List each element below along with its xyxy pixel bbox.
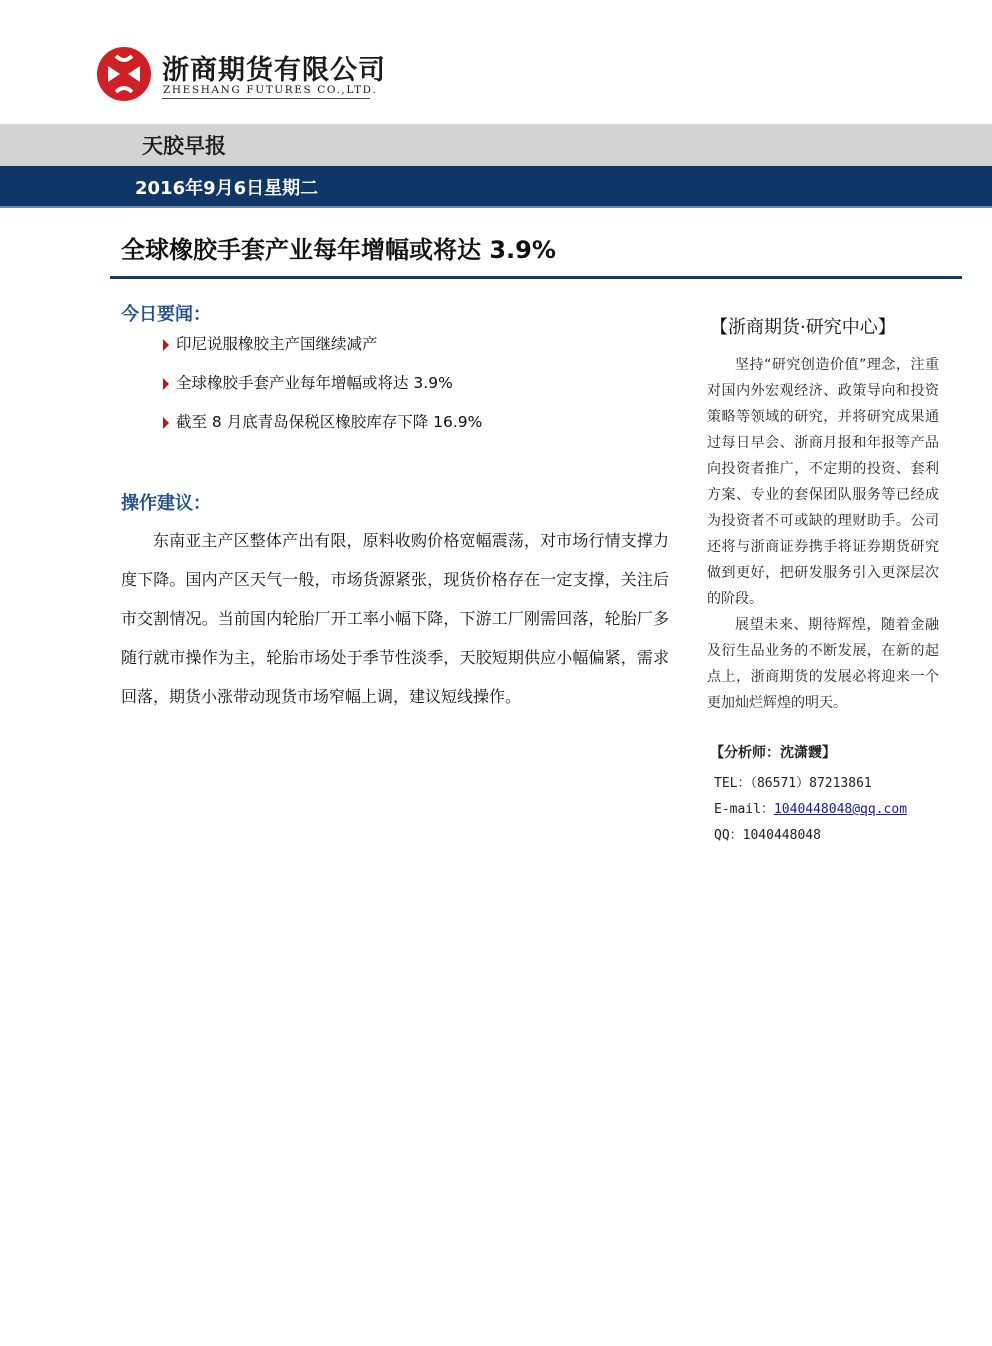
news-item-text: 全球橡胶手套产业每年增幅或将达 3.9%	[176, 374, 453, 392]
company-name-en: ZHESHANG FUTURES CO.,LTD.	[163, 84, 378, 96]
bullet-arrow-icon	[163, 339, 169, 351]
news-list	[160, 333, 482, 450]
bullet-arrow-icon	[163, 378, 169, 390]
zheshang-logo-icon	[96, 46, 152, 102]
bullet-arrow-icon	[163, 417, 169, 429]
report-type-band	[0, 124, 992, 166]
report-date-band	[0, 166, 992, 208]
advice-section-title: 操作建议：	[121, 493, 211, 514]
news-item-text: 截至 8 月底青岛保税区橡胶库存下降 16.9%	[176, 413, 483, 431]
research-center-outlook: 展望未来、期待辉煌，随着金融及衍生品业务的不断发展，在新的起点上，浙商期货的发展必将迎来一个更加灿烂辉煌的明天。	[707, 617, 939, 711]
contact-qq	[714, 824, 821, 843]
analyst-name: 【分析师：沈潇靉】	[710, 745, 836, 761]
headline-divider	[110, 276, 962, 279]
news-item	[160, 333, 482, 372]
report-date: 2016年9月6日星期二	[135, 178, 319, 199]
tel-label: TEL：	[714, 776, 751, 791]
qq-label: QQ：	[714, 828, 743, 843]
news-item-text: 印尼说服橡胶主产国继续减产	[176, 335, 378, 353]
news-item	[160, 372, 482, 411]
email-link[interactable]: 1040448048@qq.com	[773, 802, 908, 817]
report-type: 天胶早报	[142, 134, 226, 158]
advice-body: 东南亚主产区整体产出有限，原料收购价格宽幅震荡，对市场行情支撑力度下降。国内产区天气一般，市场货源紧张，现货价格存在一定支撑，关注后市交割情况。当前国内轮胎厂开工率小幅下降，下游工厂刚需回落，轮胎厂多随行就市操作为主，轮胎市场处于季节性淡季，天胶短期供应小幅偏紧，需求回落，期货小涨带动现货市场窄幅上调，建议短线操作。	[121, 531, 669, 706]
company-name-cn: 浙商期货有限公司	[162, 55, 386, 86]
report-headline: 全球橡胶手套产业每年增幅或将达 3.9%	[121, 236, 556, 264]
qq-value: 1040448048	[742, 828, 821, 843]
email-label: E-mail：	[714, 802, 774, 817]
research-center-intro: 坚持“研究创造价值”理念，注重对国内外宏观经济、政策导向和投资策略等领域的研究，并将研究成果通过每日早会、浙商月报和年报等产品向投资者推广，不定期的投资、套利方案、专业的套保团队服务等已经成为投资者不可或缺的理财助手。公司还将与浙商证券携手将证券期货研究做到更好，把研发服务引入更深层次的阶段。	[707, 357, 939, 607]
contact-email	[714, 798, 907, 817]
logo-divider	[162, 98, 370, 99]
news-item	[160, 411, 482, 450]
news-section-title: 今日要闻：	[121, 304, 211, 325]
tel-value: （86571）87213861	[750, 776, 872, 791]
research-center-title: 【浙商期货·研究中心】	[710, 317, 896, 338]
contact-tel	[714, 772, 872, 791]
